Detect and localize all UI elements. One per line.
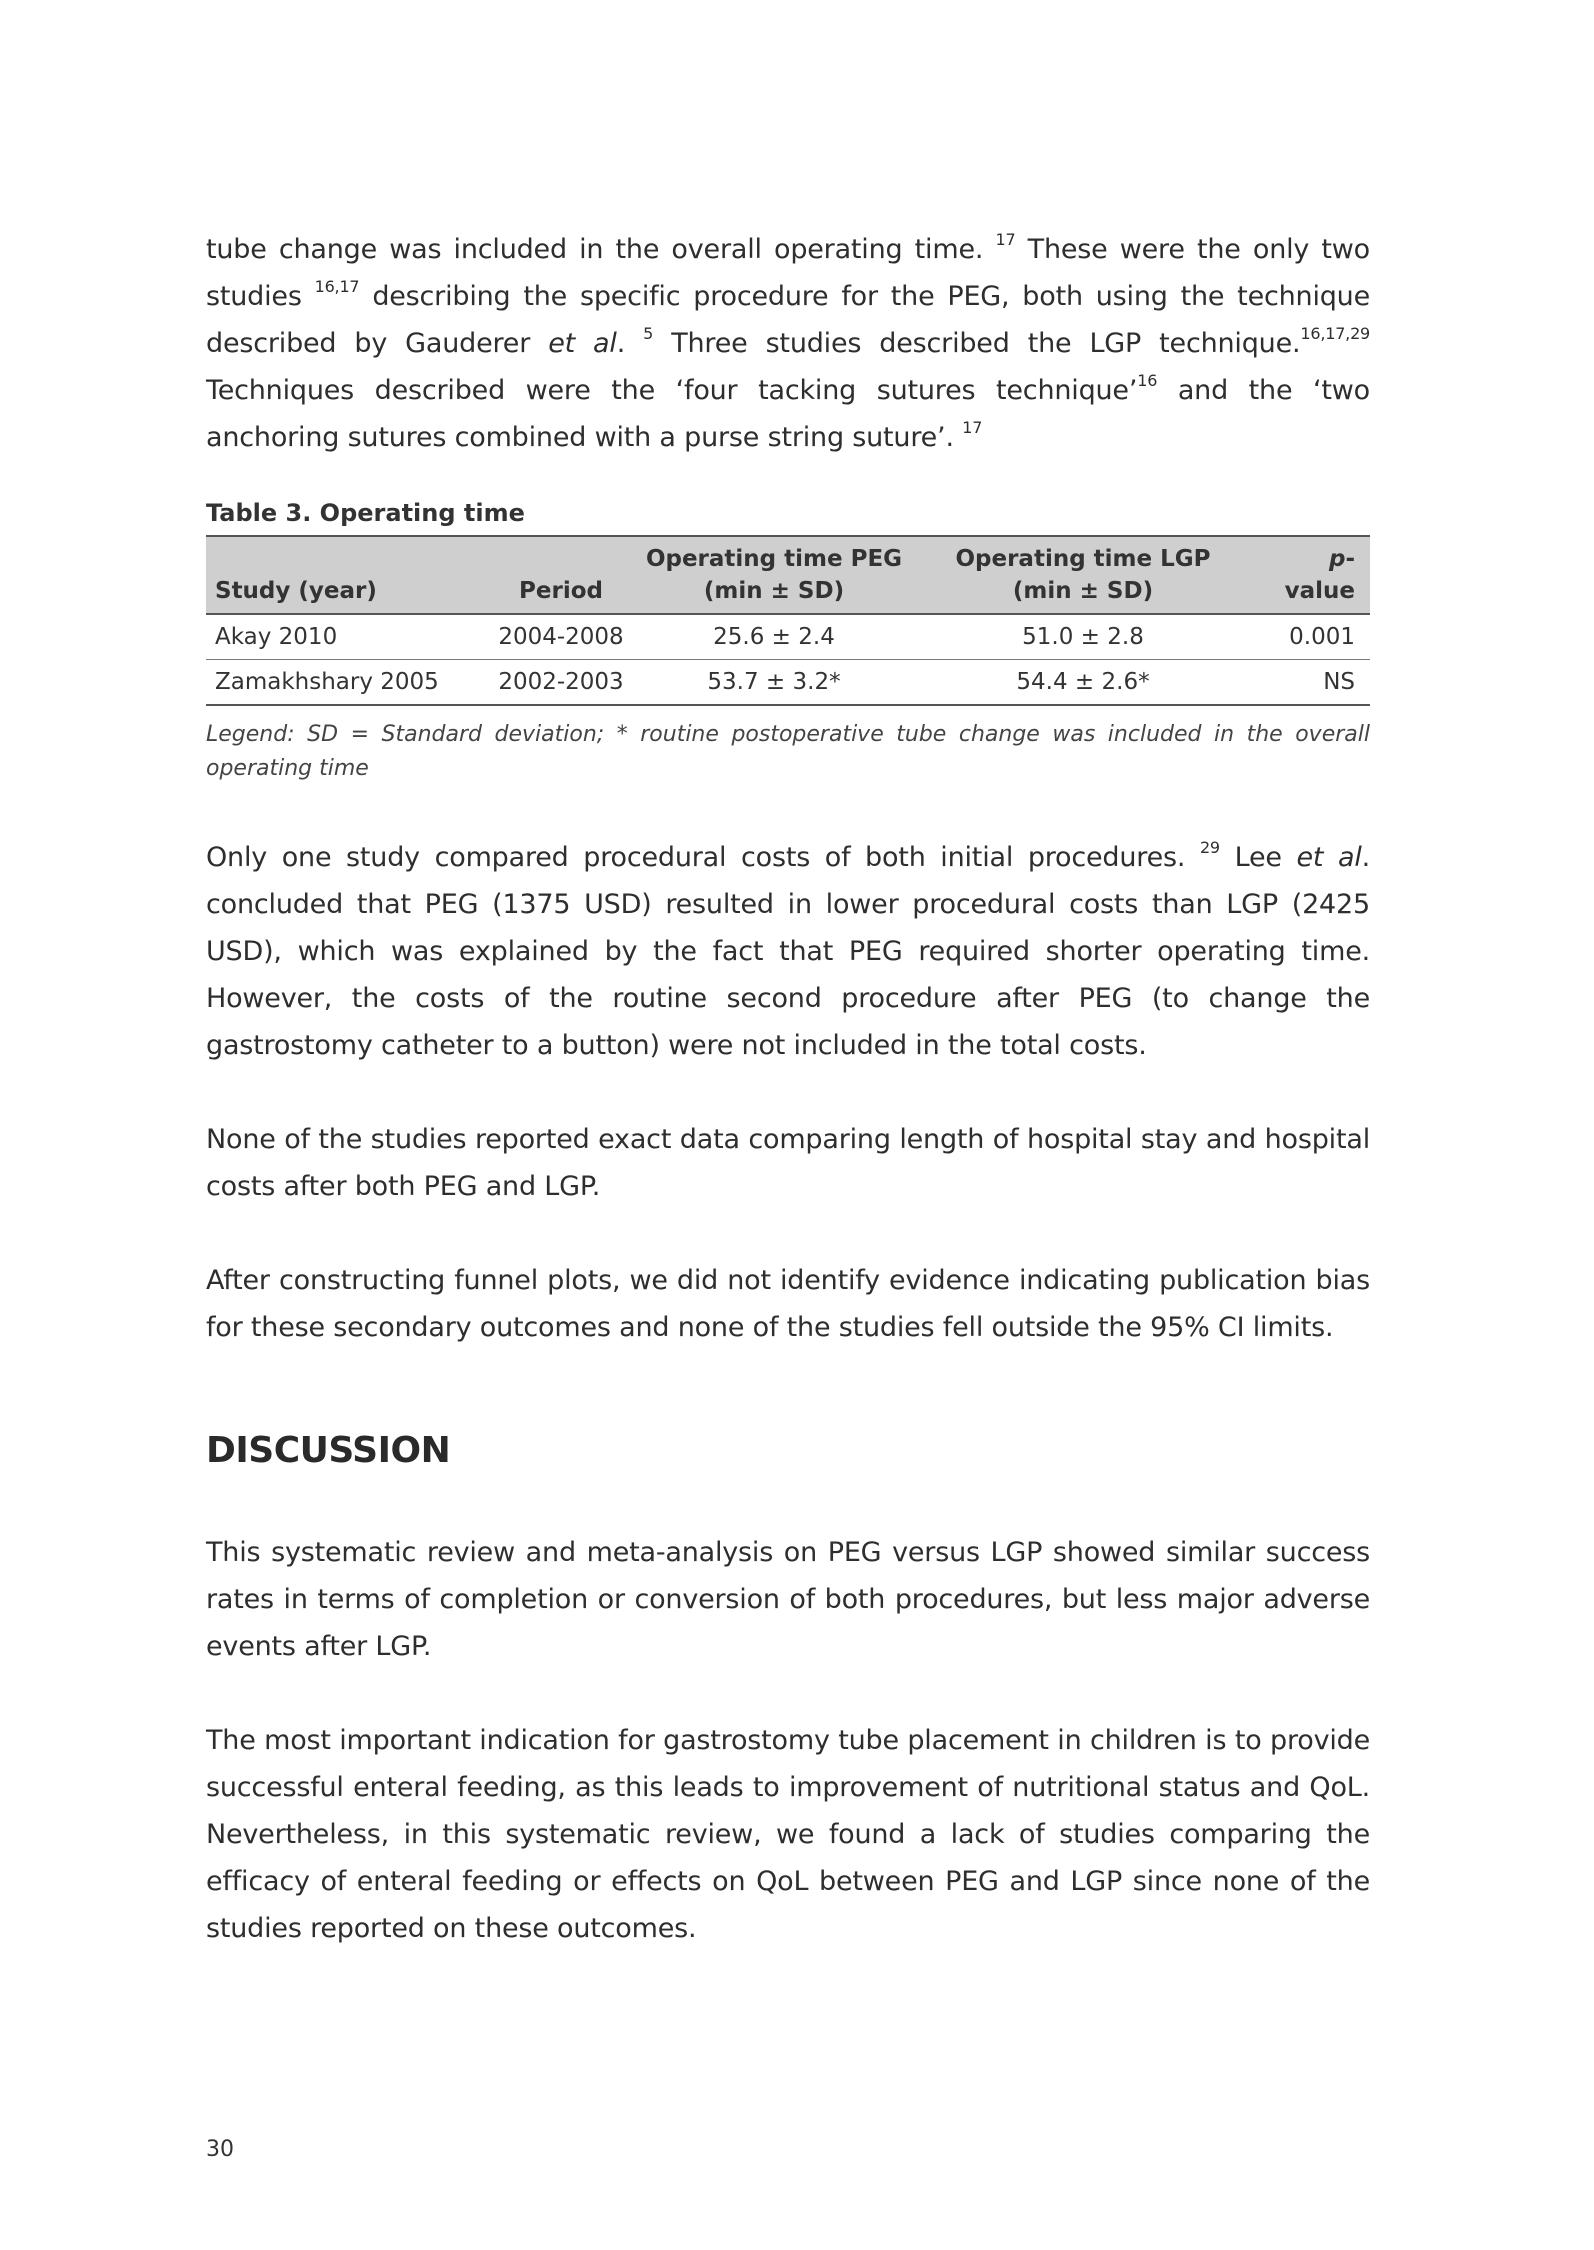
page-body <box>206 226 1370 1952</box>
cell-period: 2004-2008 <box>477 614 645 660</box>
header-lgp <box>903 536 1263 614</box>
cell-peg: 25.6 ± 2.4 <box>645 614 903 660</box>
header-peg-line2: (min ± SD) <box>703 578 845 604</box>
intro-text: Three studies described the LGP technique. <box>671 328 1301 359</box>
citation-ref: 5 <box>643 324 654 343</box>
intro-text: . <box>616 328 626 359</box>
cell-peg: 53.7 ± 3.2* <box>645 660 903 706</box>
intro-paragraph <box>206 226 1370 461</box>
header-lgp-line2: (min ± SD) <box>1012 578 1154 604</box>
cell-study: Zamakhshary 2005 <box>206 660 477 706</box>
cell-study: Akay 2010 <box>206 614 477 660</box>
header-peg-line1: Operating time PEG <box>645 546 903 572</box>
intro-text: Techniques described were the ‘four tacking sutures technique’ <box>206 375 1138 406</box>
intro-text: These were the only two studies <box>206 234 1371 312</box>
cell-p-value: NS <box>1263 660 1370 706</box>
citation-ref: 16 <box>1137 371 1158 390</box>
header-p-italic: p <box>1328 546 1346 572</box>
header-peg <box>645 536 903 614</box>
citation-ref: 16,17,29 <box>1300 324 1371 343</box>
citation-ref: 17 <box>962 418 983 437</box>
costs-text: Lee <box>1234 842 1282 873</box>
intro-text: describing the specific procedure for the PEG, both using the technique described by Gauderer <box>206 281 1371 359</box>
costs-paragraph <box>206 834 1370 1069</box>
intro-text: and the ‘two anchoring sutures combined with a purse string suture’. <box>206 375 1370 453</box>
costs-text-italic: et al <box>1296 842 1362 873</box>
costs-text: . concluded that PEG (1375 USD) resulted in lower procedural costs than LGP (2425 USD), which was explained by the fact that PEG required shorter operating time. However, the costs of the routine second procedure after PEG (to change the gastrostomy catheter to a button) were not included in the total costs. <box>206 842 1371 1061</box>
hospital-stay-paragraph: None of the studies reported exact data comparing length of hospital stay and hospital costs after both PEG and LGP. <box>206 1124 1370 1202</box>
table-row <box>206 660 1370 706</box>
intro-text-italic: et al <box>548 328 617 359</box>
table-caption: Table 3. Operating time <box>206 499 525 527</box>
header-study: Study (year) <box>206 536 477 614</box>
cell-lgp: 51.0 ± 2.8 <box>903 614 1263 660</box>
cell-p-value: 0.001 <box>1263 614 1370 660</box>
discussion-heading: DISCUSSION <box>206 1430 451 1471</box>
header-p-value <box>1263 536 1370 614</box>
cell-lgp: 54.4 ± 2.6* <box>903 660 1263 706</box>
citation-ref: 17 <box>995 230 1016 249</box>
operating-time-table <box>206 535 1370 706</box>
table-header-row <box>206 536 1370 614</box>
page-number: 30 <box>206 2137 234 2162</box>
citation-ref: 29 <box>1199 838 1220 857</box>
funnel-plot-paragraph: After constructing funnel plots, we did not identify evidence indicating publication bias for these secondary outcomes and none of the studies fell outside the 95% CI limits. <box>206 1265 1370 1343</box>
intro-text: tube change was included in the overall operating time. <box>206 234 984 265</box>
costs-text: Only one study compared procedural costs of both initial procedures. <box>206 842 1186 873</box>
discussion-paragraph-2: The most important indication for gastrostomy tube placement in children is to provide successful enteral feeding, as this leads to improvement of nutritional status and QoL. Nevertheless, in this systematic review, we found a lack of studies comparing the efficacy of enteral feeding or effects on QoL between PEG and LGP since none of the studies reported on these outcomes. <box>206 1725 1370 1944</box>
table-row <box>206 614 1370 660</box>
discussion-paragraph-1: This systematic review and meta-analysis on PEG versus LGP showed similar success rates in terms of completion or conversion of both procedures, but less major adverse events after LGP. <box>206 1537 1370 1662</box>
header-lgp-line1: Operating time LGP <box>955 546 1211 572</box>
citation-ref: 16,17 <box>314 277 360 296</box>
cell-period: 2002-2003 <box>477 660 645 706</box>
header-p-rest: -value <box>1284 546 1355 604</box>
header-period: Period <box>477 536 645 614</box>
table-legend: Legend: SD = Standard deviation; * routine postoperative tube change was included in the overall operating time <box>206 722 1370 781</box>
